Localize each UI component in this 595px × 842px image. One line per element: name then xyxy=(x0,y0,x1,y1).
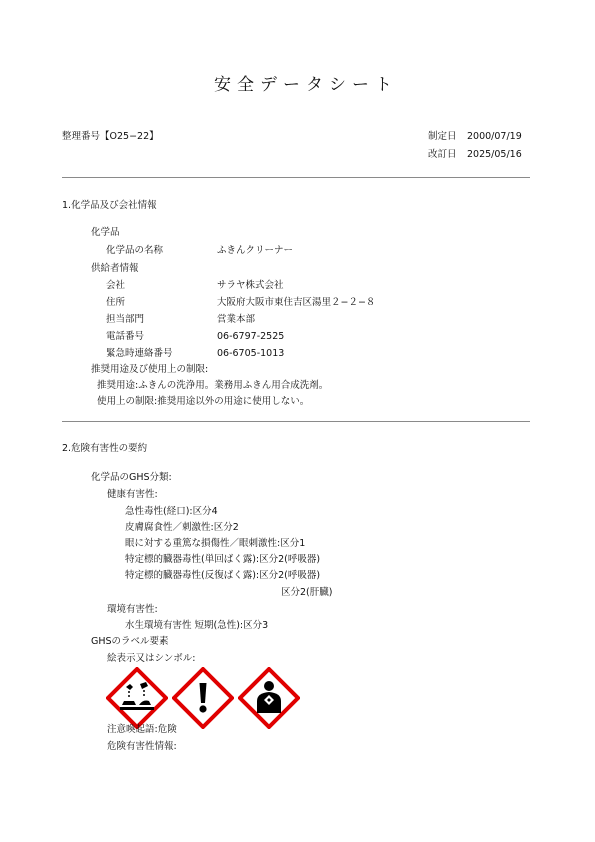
product-name: ふきんクリーナー xyxy=(217,245,294,256)
recommended-use: 推奨用途:ふきんの洗浄用。業務用ふきん用合成洗剤。 xyxy=(97,380,329,391)
signal-word: 注意喚起語:危険 xyxy=(107,724,177,735)
dept-label: 担当部門 xyxy=(106,314,145,325)
dept: 営業本部 xyxy=(217,314,256,325)
section2-heading: 2.危険有害性の要約 xyxy=(62,443,148,454)
phone-number: 06-6797-2525 xyxy=(217,331,285,342)
exclamation-pictogram-icon xyxy=(172,667,234,729)
divider xyxy=(62,177,530,178)
revised-label: 改訂日 xyxy=(428,149,457,160)
use-heading: 推奨用途及び使用上の制限: xyxy=(91,364,209,375)
document-title: 安全データシート xyxy=(214,75,398,95)
env-hazard-item: 水生環境有害性 短期(急性):区分3 xyxy=(125,620,269,631)
health-hazards-label: 健康有害性: xyxy=(107,489,158,500)
divider xyxy=(62,421,530,422)
company-label: 会社 xyxy=(106,280,126,291)
ghs-label-heading: GHSのラベル要素 xyxy=(91,636,169,647)
address: 大阪府大阪市東住吉区湯里２−２−８ xyxy=(217,297,376,308)
use-restriction: 使用上の制限:推奨用途以外の用途に使用しない。 xyxy=(97,396,310,407)
company-name: サラヤ株式会社 xyxy=(217,280,284,291)
emergency-label: 緊急時連絡番号 xyxy=(106,348,173,359)
phone-label: 電話番号 xyxy=(106,331,145,342)
section1-heading: 1.化学品及び会社情報 xyxy=(62,200,157,211)
hazard-class-item: 区分2(肝臓) xyxy=(281,587,333,598)
hazard-info-label: 危険有害性情報: xyxy=(107,741,177,752)
hazard-class-item: 特定標的臓器毒性(反復ばく露):区分2(呼吸器) xyxy=(125,570,321,581)
hazard-class-item: 眼に対する重篤な損傷性／眼刺激性:区分1 xyxy=(125,538,306,549)
env-hazards-label: 環境有害性: xyxy=(107,604,158,615)
corrosion-pictogram-icon xyxy=(106,667,168,729)
hazard-class-item: 特定標的臓器毒性(単回ばく露):区分2(呼吸器) xyxy=(125,554,321,565)
created-date: 2000/07/19 xyxy=(467,131,522,142)
chemical-label: 化学品 xyxy=(91,227,120,238)
address-label: 住所 xyxy=(106,297,126,308)
health-hazard-pictogram-icon xyxy=(238,667,300,729)
pictogram-label: 絵表示又はシンボル: xyxy=(107,653,196,664)
ghs-classification-label: 化学品のGHS分類: xyxy=(91,472,172,483)
revised-date: 2025/05/16 xyxy=(467,149,522,160)
created-label: 制定日 xyxy=(428,131,457,142)
hazard-class-item: 急性毒性(経口):区分4 xyxy=(125,506,218,517)
reference-number: 整理番号【O25−22】 xyxy=(62,131,159,142)
emergency-number: 06-6705-1013 xyxy=(217,348,285,359)
hazard-class-item: 皮膚腐食性／刺激性:区分2 xyxy=(125,522,239,533)
supplier-label: 供給者情報 xyxy=(91,263,139,274)
product-name-label: 化学品の名称 xyxy=(106,245,164,256)
